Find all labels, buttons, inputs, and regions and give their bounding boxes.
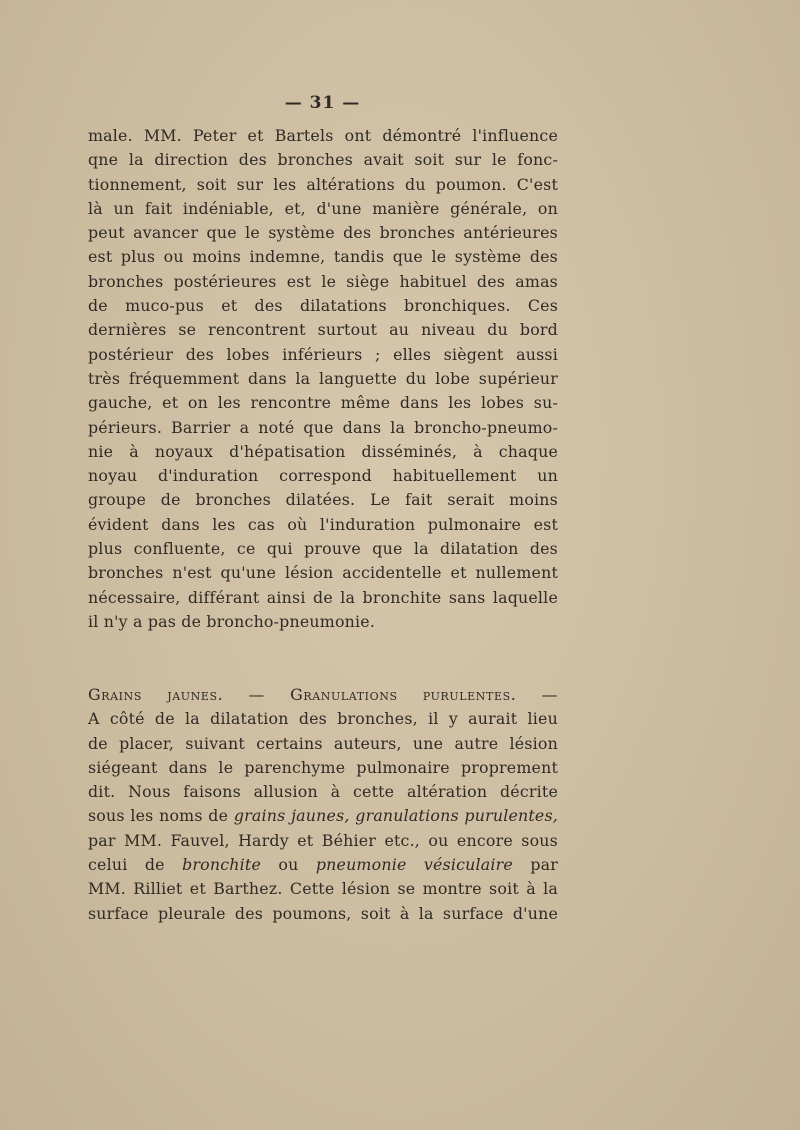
text-line: qne la direction des bronches avait soit sur le fonc- <box>88 150 558 170</box>
text-line: nie à noyaux d'hépatisation disséminés, à chaque <box>88 441 558 461</box>
text-line: postérieur des lobes inférieurs ; elles siègent aussi <box>88 344 558 364</box>
paragraph-2 <box>88 683 558 926</box>
text-line: il n'y a pas de broncho-pneumonie. <box>88 611 376 631</box>
text-line: noyau d'induration correspond habituellement un <box>88 466 558 486</box>
text-span: sous les noms de <box>88 806 234 826</box>
text-span: ou <box>261 855 316 875</box>
text-line: de placer, suivant certains auteurs, une autre lésion <box>88 733 558 753</box>
text-span: par <box>512 855 559 875</box>
text-line: très fréquemment dans la languette du lobe supérieur <box>88 368 558 388</box>
text-line: groupe de bronches dilatées. Le fait serait moins <box>88 490 558 510</box>
section-heading: Grains jaunes. — Granulations purulentes. — <box>88 685 558 704</box>
text-line: A côté de la dilatation des bronches, il y aurait lieu <box>88 709 558 729</box>
text-line: dit. Nous faisons allusion à cette altération décrite <box>88 782 558 802</box>
text-line: périeurs. Barrier a noté que dans la broncho-pneumo- <box>88 417 558 437</box>
text-line: surface pleurale des poumons, soit à la surface d'une <box>88 903 558 923</box>
text-line: siégeant dans le parenchyme pulmonaire proprement <box>88 757 558 777</box>
italic-term: bronchite <box>182 855 261 875</box>
text-line: gauche, et on les rencontre même dans les lobes su- <box>88 393 558 413</box>
text-line: peut avancer que le système des bronches antérieures <box>88 223 558 243</box>
text-line: de muco-pus et des dilatations bronchiques. Ces <box>88 296 558 316</box>
text-line: par MM. Fauvel, Hardy et Béhier etc., ou encore sous <box>88 830 558 850</box>
text-line: nécessaire, différant ainsi de la bronchite sans laquelle <box>88 587 558 607</box>
text-line: est plus ou moins indemne, tandis que le système des <box>88 247 558 267</box>
text-line <box>88 853 558 877</box>
text-line: bronches postérieures est le siège habituel des amas <box>88 271 558 291</box>
text-line <box>88 804 558 828</box>
text-line: tionnement, soit sur les altérations du poumon. C'est <box>88 174 558 194</box>
text-line: là un fait indéniable, et, d'une manière générale, on <box>88 198 558 218</box>
italic-term: grains jaunes, granulations purulentes, <box>233 806 558 826</box>
text-line: bronches n'est qu'une lésion accidentelle et nullement <box>88 563 558 583</box>
text-line: dernières se rencontrent surtout au niveau du bord <box>88 320 558 340</box>
text-line: évident dans les cas où l'induration pulmonaire est <box>88 514 558 534</box>
text-line: plus confluente, ce qui prouve que la dilatation des <box>88 539 558 559</box>
page-number: — 31 — <box>284 93 361 113</box>
text-span: celui de <box>88 855 183 875</box>
text-line: MM. Rilliet et Barthez. Cette lésion se montre soit à la <box>88 879 558 899</box>
paragraph-1 <box>88 124 558 634</box>
italic-term: pneumonie vésiculaire <box>315 855 513 875</box>
text-line: male. MM. Peter et Bartels ont démontré l'influence <box>88 126 558 145</box>
